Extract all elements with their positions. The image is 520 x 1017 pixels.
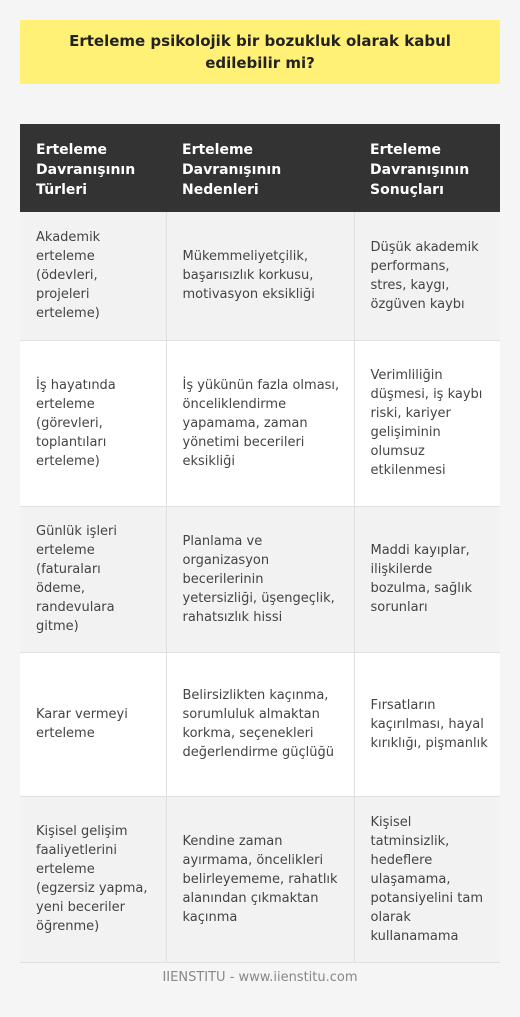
page-title: Erteleme psikolojik bir bozukluk olarak kabul edilebilir mi?: [69, 32, 451, 72]
footer-credit: IIENSTITU - www.iienstitu.com: [162, 970, 358, 985]
cell-type: Akademik erteleme (ödevleri, projeleri erteleme): [20, 212, 166, 340]
cell-type: Günlük işleri erteleme (faturaları ödeme, randevulara gitme): [20, 506, 166, 652]
cell-cause: Kendine zaman ayırmama, öncelikleri belirleyememe, rahatlık alanından çıkmaktan kaçınma: [166, 796, 354, 962]
table-row: [20, 652, 500, 796]
comparison-table: [20, 124, 500, 963]
table-row: [20, 340, 500, 506]
cell-type: Karar vermeyi erteleme: [20, 652, 166, 796]
table-row: [20, 506, 500, 652]
cell-result: Düşük akademik performans, stres, kaygı, özgüven kaybı: [354, 212, 500, 340]
header-results: Erteleme Davranışının Sonuçları: [354, 124, 500, 212]
table-row: [20, 796, 500, 962]
cell-result: Verimliliğin düşmesi, iş kaybı riski, kariyer gelişiminin olumsuz etkilenmesi: [354, 340, 500, 506]
cell-cause: Belirsizlikten kaçınma, sorumluluk almaktan korkma, seçenekleri değerlendirme güçlüğü: [166, 652, 354, 796]
title-banner: [20, 20, 500, 84]
cell-result: Fırsatların kaçırılması, hayal kırıklığı, pişmanlık: [354, 652, 500, 796]
header-types: Erteleme Davranışının Türleri: [20, 124, 166, 212]
cell-cause: Planlama ve organizasyon becerilerinin yetersizliği, üşengeçlik, rahatsızlık hissi: [166, 506, 354, 652]
cell-cause: Mükemmeliyetçilik, başarısızlık korkusu, motivasyon eksikliği: [166, 212, 354, 340]
cell-result: Maddi kayıplar, ilişkilerde bozulma, sağlık sorunları: [354, 506, 500, 652]
cell-type: Kişisel gelişim faaliyetlerini erteleme (egzersiz yapma, yeni beceriler öğrenme): [20, 796, 166, 962]
cell-type: İş hayatında erteleme (görevleri, toplantıları erteleme): [20, 340, 166, 506]
table-row: [20, 212, 500, 340]
header-causes: Erteleme Davranışının Nedenleri: [166, 124, 354, 212]
cell-cause: İş yükünün fazla olması, önceliklendirme yapamama, zaman yönetimi becerileri eksikliği: [166, 340, 354, 506]
table-header-row: [20, 124, 500, 212]
cell-result: Kişisel tatminsizlik, hedeflere ulaşamama, potansiyelini tam olarak kullanamama: [354, 796, 500, 962]
